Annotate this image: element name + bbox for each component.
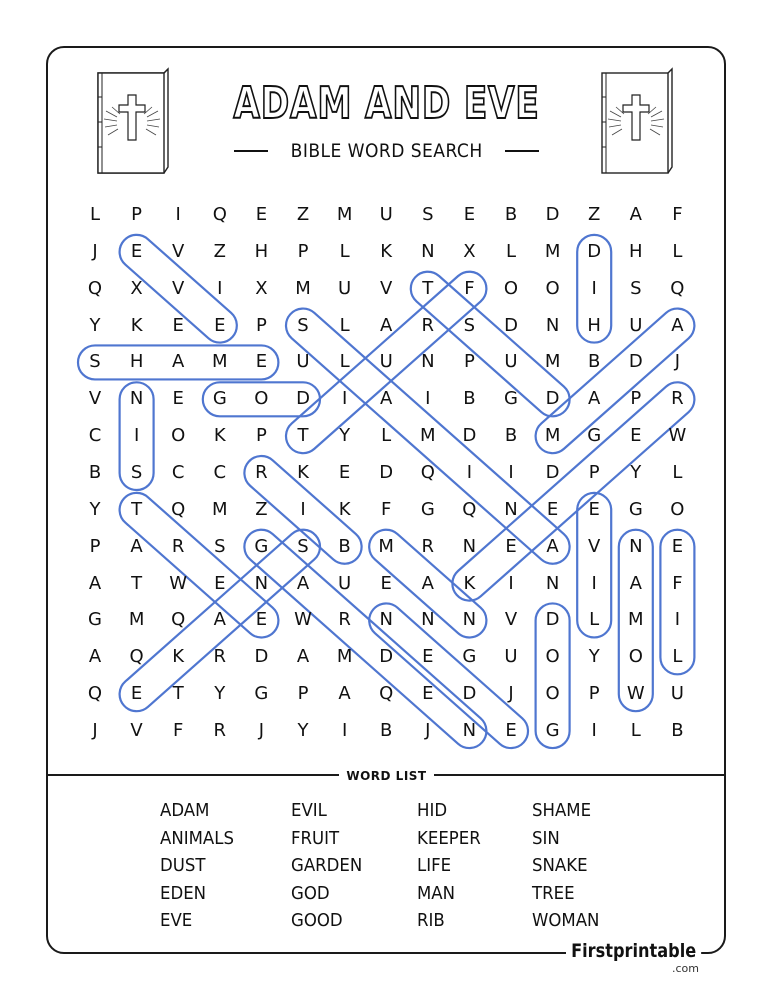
word-list-item: GARDEN [291, 855, 363, 876]
grid-letter[interactable]: A [88, 572, 102, 594]
grid-letter[interactable]: E [505, 535, 517, 557]
grid-letter[interactable]: M [544, 351, 561, 373]
grid-letter[interactable]: G [504, 388, 518, 410]
grid-letter[interactable]: Y [588, 646, 600, 668]
grid-letter[interactable]: H [129, 351, 144, 373]
grid-letter[interactable]: B [463, 388, 476, 410]
grid-letter[interactable]: Y [214, 683, 226, 705]
grid-letter[interactable]: T [172, 683, 184, 705]
grid-letter[interactable]: N [129, 388, 144, 410]
grid-letter[interactable]: R [671, 388, 684, 410]
grid-letter[interactable]: C [171, 462, 185, 484]
grid-letter[interactable]: B [504, 204, 518, 225]
word-list-item: SIN [532, 827, 560, 849]
grid-letter[interactable]: B [88, 462, 102, 484]
grid-letter[interactable]: J [508, 683, 514, 705]
grid-letter[interactable]: E [130, 683, 143, 705]
grid-letter[interactable]: D [545, 462, 560, 484]
grid-letter[interactable]: D [254, 646, 269, 668]
grid-letter[interactable]: V [88, 388, 102, 410]
grid-letter[interactable]: G [587, 425, 602, 447]
grid-letter[interactable]: O [545, 277, 560, 299]
grid-letter[interactable]: L [672, 462, 683, 484]
grid-letter[interactable]: I [591, 277, 597, 299]
grid-letter[interactable]: E [172, 314, 184, 336]
grid-letter[interactable]: S [130, 462, 143, 484]
grid-letter[interactable]: S [89, 351, 101, 373]
grid-letter[interactable]: D [587, 240, 602, 262]
grid-letter[interactable]: M [544, 240, 561, 262]
grid-letter[interactable]: Q [87, 683, 103, 705]
grid-letter[interactable]: L [672, 240, 683, 262]
grid-letter[interactable]: A [88, 646, 102, 668]
grid-letter[interactable]: Y [339, 425, 351, 447]
word-list-item: EVIL [291, 800, 327, 821]
grid-letter[interactable]: I [591, 720, 597, 742]
word-list-item: KEEPER [417, 827, 481, 849]
grid-letter[interactable]: E [255, 204, 268, 225]
grid-letter[interactable]: Q [420, 462, 435, 484]
grid-letter[interactable]: U [338, 277, 352, 299]
grid-letter[interactable]: Q [379, 683, 394, 705]
grid-letter[interactable]: P [297, 683, 309, 705]
grid-letter[interactable]: H [629, 240, 643, 262]
grid-letter[interactable]: N [504, 498, 518, 520]
grid-letter[interactable]: U [379, 204, 393, 225]
grid-letter[interactable]: Z [255, 498, 268, 520]
grid-letter[interactable]: K [463, 572, 476, 594]
grid-letter[interactable]: M [212, 351, 228, 373]
grid-letter[interactable]: D [462, 683, 477, 705]
grid-letter[interactable]: R [421, 535, 435, 557]
grid-letter[interactable]: L [89, 204, 101, 225]
grid-letter[interactable]: A [380, 388, 393, 410]
grid-letter[interactable]: X [463, 240, 476, 262]
grid-letter[interactable]: N [462, 720, 477, 742]
grid-letter[interactable]: S [297, 314, 309, 336]
grid-letter[interactable]: I [508, 462, 514, 484]
grid-letter[interactable]: A [546, 535, 559, 557]
grid-letter[interactable]: O [670, 498, 685, 520]
grid-letter[interactable]: G [88, 609, 102, 631]
grid-letter[interactable]: I [674, 609, 681, 631]
grid-letter[interactable]: N [379, 609, 393, 631]
grid-letter[interactable]: A [172, 351, 185, 373]
grid-letter[interactable]: X [130, 277, 143, 299]
grid-letter[interactable]: H [587, 314, 601, 336]
grid-letter[interactable]: A [130, 535, 143, 557]
grid-letter[interactable]: E [505, 720, 517, 742]
grid-letter[interactable]: L [672, 646, 683, 668]
grid-letter[interactable]: O [254, 388, 269, 410]
word-list-item: TREE [532, 882, 575, 904]
grid-letter[interactable]: P [588, 683, 600, 705]
grid-letter[interactable]: M [378, 535, 394, 557]
grid-letter[interactable]: I [217, 277, 223, 299]
grid-letter[interactable]: P [463, 351, 475, 373]
grid-letter[interactable]: M [336, 204, 353, 225]
grid-letter[interactable]: M [295, 277, 311, 299]
grid-letter[interactable]: W [294, 609, 312, 631]
grid-letter[interactable]: N [462, 535, 477, 557]
grid-letter[interactable]: U [504, 351, 518, 373]
grid-letter[interactable]: M [628, 609, 644, 631]
grid-letter[interactable]: D [545, 388, 560, 410]
page-title: ADAM AND EVE [233, 78, 540, 129]
grid-letter[interactable]: D [504, 314, 518, 336]
word-list-item: EDEN [160, 882, 207, 904]
grid-letter[interactable]: U [670, 683, 684, 705]
word-list-item: HID [417, 800, 448, 821]
grid-letter[interactable]: S [463, 314, 476, 336]
grid-letter[interactable]: O [171, 425, 186, 447]
grid-letter[interactable]: I [133, 425, 140, 447]
grid-letter[interactable]: E [588, 498, 600, 520]
grid-letter[interactable]: E [671, 535, 684, 557]
grid-letter[interactable]: D [379, 646, 394, 668]
grid-letter[interactable]: U [338, 572, 352, 594]
page-subtitle: BIBLE WORD SEARCH [290, 140, 483, 162]
grid-letter[interactable]: B [671, 720, 684, 742]
word-list-item: GOD [291, 882, 330, 904]
grid-letter[interactable]: F [173, 720, 184, 742]
grid-letter[interactable]: K [338, 498, 351, 520]
grid-letter[interactable]: V [172, 277, 185, 299]
grid-letter[interactable]: D [462, 425, 477, 447]
grid-letter[interactable]: E [380, 572, 392, 594]
grid-letter[interactable]: M [212, 498, 228, 520]
grid-letter[interactable]: L [381, 425, 392, 447]
grid-letter[interactable]: M [336, 646, 353, 668]
grid-letter[interactable]: P [89, 535, 101, 557]
grid-letter[interactable]: G [254, 683, 269, 705]
grid-letter[interactable]: P [255, 425, 267, 447]
grid-letter[interactable]: R [213, 646, 227, 668]
grid-letter[interactable]: G [462, 646, 477, 668]
grid-letter[interactable]: P [297, 240, 309, 262]
word-list-item: ANIMALS [160, 827, 234, 849]
grid-letter[interactable]: I [175, 204, 181, 225]
grid-letter[interactable]: I [341, 720, 348, 742]
grid-letter[interactable]: E [546, 498, 559, 520]
brand-logo: Firstprintable [566, 940, 701, 962]
grid-letter[interactable]: A [213, 609, 226, 631]
word-list-item: LIFE [417, 855, 452, 876]
grid-letter[interactable]: K [130, 314, 143, 336]
grid-letter[interactable]: P [588, 462, 600, 484]
grid-letter[interactable]: T [297, 425, 309, 447]
grid-letter[interactable]: P [255, 314, 267, 336]
word-list-item: GOOD [291, 910, 343, 931]
grid-letter[interactable]: N [421, 240, 435, 262]
grid-letter[interactable]: F [381, 498, 392, 520]
grid-letter[interactable]: L [630, 720, 641, 742]
grid-letter[interactable]: M [420, 425, 436, 447]
grid-letter[interactable]: I [466, 462, 473, 484]
grid-letter[interactable]: P [131, 204, 143, 225]
word-list-item: MAN [417, 882, 456, 904]
grid-letter[interactable]: B [504, 425, 518, 447]
grid-letter[interactable]: Q [129, 646, 144, 668]
grid-letter[interactable]: J [92, 240, 98, 262]
grid-letter[interactable]: V [130, 720, 143, 742]
grid-letter[interactable]: N [545, 314, 560, 336]
word-list-item: FRUIT [291, 827, 340, 849]
word-list-item: ADAM [160, 800, 210, 821]
grid-letter[interactable]: B [338, 535, 351, 557]
grid-letter[interactable]: W [169, 572, 188, 594]
grid-letter[interactable]: W [668, 425, 687, 447]
grid-letter[interactable]: A [629, 204, 642, 225]
grid-letter[interactable]: E [214, 572, 226, 594]
grid-letter[interactable]: I [508, 572, 514, 594]
grid-letter[interactable]: N [462, 609, 477, 631]
grid-letter[interactable]: E [255, 609, 268, 631]
grid-letter[interactable]: D [628, 351, 643, 373]
word-list-item: SHAME [532, 800, 592, 821]
grid-letter[interactable]: U [629, 314, 643, 336]
grid-letter[interactable]: Z [296, 204, 310, 225]
grid-letter[interactable]: A [296, 646, 310, 668]
grid-letter[interactable]: N [421, 609, 435, 631]
grid-letter[interactable]: G [628, 498, 643, 520]
word-list-item: DUST [160, 855, 206, 876]
grid-letter[interactable]: M [128, 609, 145, 631]
grid-letter[interactable]: F [672, 572, 683, 594]
grid-letter[interactable]: T [131, 572, 143, 594]
grid-letter[interactable]: G [545, 720, 560, 742]
grid-letter[interactable]: K [380, 240, 393, 262]
grid-letter[interactable]: A [671, 314, 684, 336]
grid-letter[interactable]: N [421, 351, 435, 373]
grid-letter[interactable]: S [422, 204, 434, 225]
grid-letter[interactable]: I [341, 388, 348, 410]
word-list-item: EVE [160, 910, 193, 931]
grid-letter[interactable]: L [505, 240, 517, 262]
word-list [160, 798, 632, 934]
grid-letter[interactable]: E [422, 683, 434, 705]
grid-letter[interactable]: R [255, 462, 268, 484]
grid-letter[interactable]: Q [87, 277, 103, 299]
word-list-item: RIB [417, 910, 445, 931]
grid-letter[interactable]: C [88, 425, 102, 447]
grid-letter[interactable]: E [172, 388, 184, 410]
grid-letter[interactable]: A [629, 572, 642, 594]
grid-letter[interactable]: N [254, 572, 269, 594]
grid-letter[interactable]: K [297, 462, 309, 484]
grid-letter[interactable]: E [214, 314, 226, 336]
grid-letter[interactable]: U [504, 646, 518, 668]
grid-letter[interactable]: J [92, 720, 98, 742]
grid-letter[interactable]: F [672, 204, 683, 225]
word-list-label: WORD LIST [339, 769, 433, 783]
grid-letter[interactable]: K [213, 425, 226, 447]
grid-letter[interactable]: M [544, 425, 561, 447]
grid-letter[interactable]: S [297, 535, 309, 557]
grid-letter[interactable]: L [339, 240, 350, 262]
grid-letter[interactable]: I [300, 498, 306, 520]
grid-letter[interactable]: Y [89, 314, 101, 336]
grid-letter[interactable]: F [464, 277, 475, 299]
grid-letter[interactable]: Y [297, 720, 309, 742]
grid-letter[interactable]: P [630, 388, 642, 410]
grid-letter[interactable]: E [255, 351, 268, 373]
grid-letter[interactable]: D [545, 609, 560, 631]
grid-letter[interactable]: S [214, 535, 226, 557]
grid-letter[interactable]: E [630, 425, 642, 447]
grid-letter[interactable]: D [379, 462, 394, 484]
grid-letter[interactable]: Q [212, 204, 227, 225]
grid-letter[interactable]: K [172, 646, 185, 668]
grid-letter[interactable]: V [172, 240, 185, 262]
grid-letter[interactable]: W [626, 683, 645, 705]
grid-letter[interactable]: Q [171, 609, 186, 631]
grid-letter[interactable]: L [589, 609, 600, 631]
grid-letter[interactable]: U [296, 351, 310, 373]
brand-suffix: .com [672, 962, 699, 975]
grid-letter[interactable]: H [254, 240, 269, 262]
grid-letter[interactable]: G [254, 535, 269, 557]
grid-letter[interactable]: O [628, 646, 643, 668]
grid-letter[interactable]: A [296, 572, 310, 594]
grid-letter[interactable]: Q [171, 498, 186, 520]
grid-letter[interactable]: N [545, 572, 560, 594]
grid-letter[interactable]: V [504, 609, 518, 631]
grid-letter[interactable]: A [380, 314, 393, 336]
grid-letter[interactable]: R [338, 609, 351, 631]
grid-letter[interactable]: A [588, 388, 601, 410]
grid-letter[interactable]: Y [630, 462, 642, 484]
grid-letter[interactable]: G [212, 388, 227, 410]
grid-letter[interactable]: Z [213, 240, 226, 262]
grid-letter[interactable]: I [591, 572, 597, 594]
grid-letter[interactable]: Y [89, 498, 101, 520]
grid-letter[interactable]: R [421, 314, 435, 336]
grid-letter[interactable]: J [674, 351, 681, 373]
grid-letter[interactable]: L [339, 351, 350, 373]
grid-letter[interactable]: C [213, 462, 227, 484]
grid-letter[interactable]: J [258, 720, 265, 742]
grid-letter[interactable]: D [545, 204, 560, 225]
grid-letter[interactable]: O [503, 277, 519, 299]
grid-letter[interactable]: N [629, 535, 643, 557]
grid-letter[interactable]: D [296, 388, 310, 410]
grid-letter[interactable]: X [255, 277, 268, 299]
grid-letter[interactable]: O [545, 683, 560, 705]
grid-letter[interactable]: J [425, 720, 431, 742]
grid-letter[interactable]: I [425, 388, 431, 410]
word-list-item: WOMAN [532, 910, 600, 931]
grid-letter[interactable]: Z [588, 204, 601, 225]
grid-letter[interactable]: T [131, 498, 143, 520]
grid-letter[interactable]: V [588, 535, 601, 557]
grid-letter[interactable]: E [463, 204, 476, 225]
grid-letter[interactable]: E [338, 462, 351, 484]
grid-letter[interactable]: A [338, 683, 351, 705]
grid-letter[interactable]: L [339, 314, 350, 336]
grid-letter[interactable]: R [171, 535, 185, 557]
grid-letter[interactable]: R [213, 720, 227, 742]
grid-letter[interactable]: A [421, 572, 434, 594]
grid-letter[interactable]: B [588, 351, 601, 373]
word-list-item: SNAKE [532, 855, 588, 876]
grid-letter[interactable]: S [630, 277, 642, 299]
grid-letter[interactable]: G [420, 498, 435, 520]
word-list-label-row [0, 765, 773, 784]
grid-letter[interactable]: V [380, 277, 393, 299]
grid-letter[interactable]: E [130, 240, 143, 262]
grid-letter[interactable]: B [380, 720, 393, 742]
grid-letter[interactable]: Q [462, 498, 477, 520]
grid-letter[interactable]: Q [670, 277, 685, 299]
grid-letter[interactable]: E [422, 646, 434, 668]
grid-letter[interactable]: O [545, 646, 560, 668]
grid-letter[interactable]: T [422, 277, 434, 299]
grid-letter[interactable]: U [379, 351, 393, 373]
